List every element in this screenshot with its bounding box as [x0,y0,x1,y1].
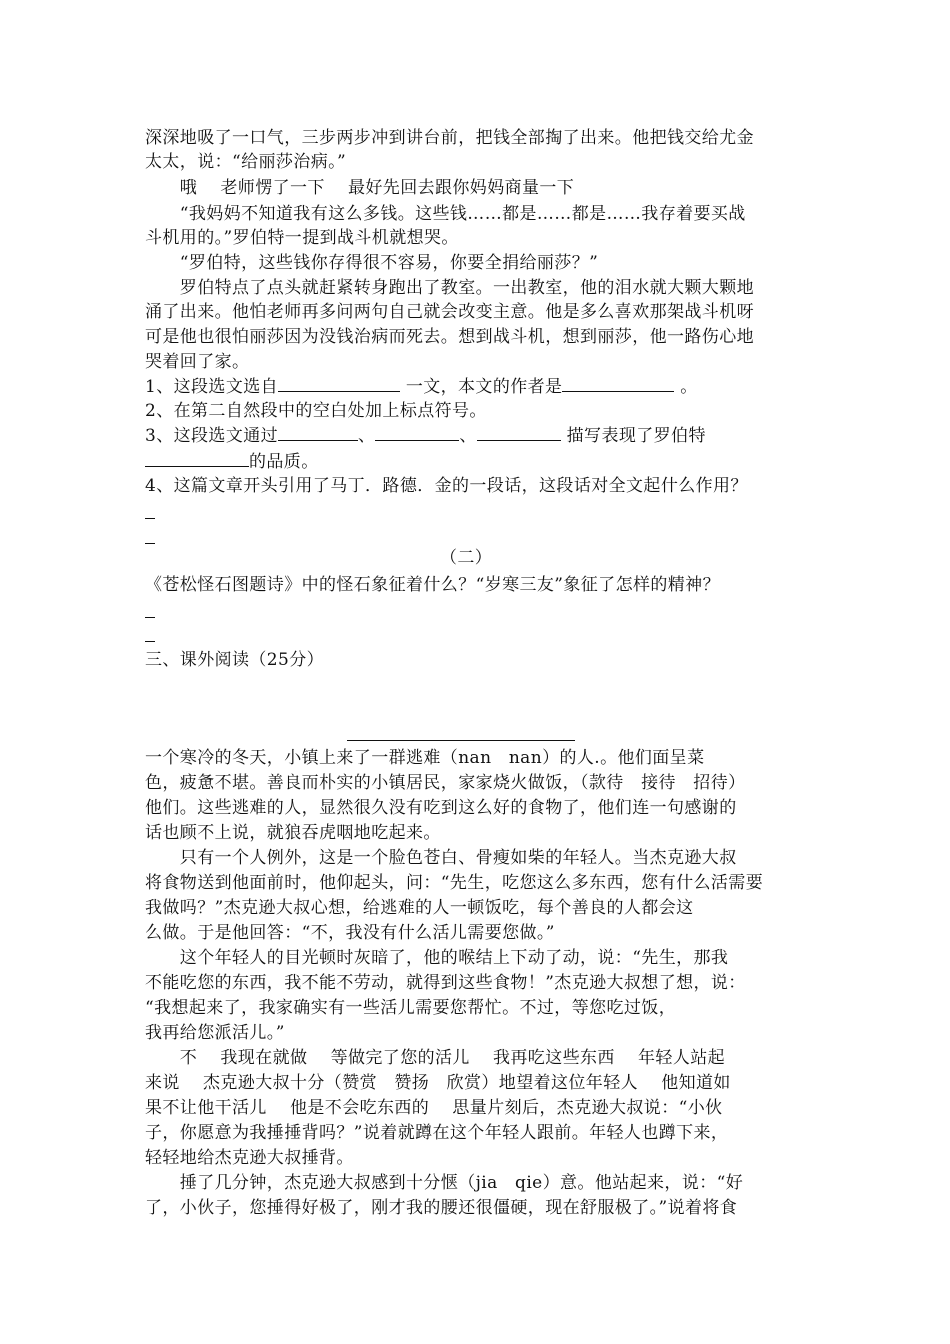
passage2-line: 一个寒冷的冬天，小镇上来了一群逃难（nan nan）的人.。他们面呈菜 [145,748,705,768]
question-3-end: 的品质。 [249,452,319,472]
passage2-line: 我再给您派活儿。” [145,1023,285,1043]
passage1-line: 斗机用的。”罗伯特一提到战斗机就想哭。 [145,228,459,248]
answer-blank[interactable] [278,424,358,441]
answer-blank[interactable] [562,375,674,392]
answer-blank[interactable] [278,375,400,392]
passage2-line: 不 我现在就做 等做完了您的活儿 我再吃这些东西 年轻人站起 [145,1048,726,1068]
passage2-line: 他们。这些逃难的人，显然很久没有吃到这么好的食物了，他们连一句感谢的 [145,798,737,818]
question-3 [145,424,815,448]
passage2-line: 了，小伙子，您捶得好极了，刚才我的腰还很僵硬，现在舒服极了。”说着将食 [145,1198,738,1218]
question-1-end: 。 [680,377,698,397]
passage1-line: 深深地吸了一口气，三步两步冲到讲台前，把钱全部掏了出来。他把钱交给尤金 [145,128,754,148]
answer-line[interactable] [145,617,155,618]
passage2-line: 话也顾不上说，就狼吞虎咽地吃起来。 [145,823,441,843]
passage1-line: 可是他也很怕丽莎因为没钱治病而死去。想到战斗机，想到丽莎，他一路伤心地 [145,327,754,347]
passage1-line: 太太，说：“给丽莎治病。” [145,152,347,172]
question-1-prefix: 1、这段选文选自 [145,377,279,397]
passage2-line: 我做吗？”杰克逊大叔心想，给逃难的人一顿饭吃，每个善良的人都会这 [145,898,694,918]
question-3-continued [145,450,815,474]
answer-line[interactable] [145,543,155,544]
passage2-line: 来说 杰克逊大叔十分（赞赏 赞扬 欣赏）地望着这位年轻人 他知道如 [145,1073,731,1093]
section-2-question: 《苍松怪石图题诗》中的怪石象征着什么？“岁寒三友”象征了怎样的精神？ [145,575,720,595]
passage1-line: 罗伯特点了点头就赶紧转身跑出了教室。一出教室，他的泪水就大颗大颗地 [145,278,754,298]
question-4: 4、这篇文章开头引用了马丁．路德．金的一段话，这段话对全文起什么作用？ [145,476,748,496]
passage2-line: “我想起来了，我家确实有一些活儿需要您帮忙。不过，等您吃过饭， [145,998,677,1018]
passage2-line: 果不让他干活儿 他是不会吃东西的 思量片刻后，杰克逊大叔说：“小伙 [145,1098,723,1118]
question-3-separator: 、 [459,426,477,446]
passage1-line: 哭着回了家。 [145,352,250,372]
passage2-line: 捶了几分钟，杰克逊大叔感到十分惬（jia qie）意。他站起来，说：“好 [145,1173,744,1193]
passage1-line: “罗伯特，这些钱你存得很不容易，你要全捐给丽莎？” [145,253,599,273]
passage2-line: 只有一个人例外，这是一个脸色苍白、骨瘦如柴的年轻人。当杰克逊大叔 [145,848,737,868]
question-1 [145,375,815,399]
passage2-line: 轻轻地给杰克逊大叔捶背。 [145,1148,354,1168]
question-3-prefix: 3、这段选文通过 [145,426,279,446]
answer-blank[interactable] [375,424,459,441]
section-2-heading: （二） [440,548,493,568]
question-3-separator: 、 [358,426,376,446]
passage1-line: “我妈妈不知道我有这么多钱。这些钱……都是……都是……我存着要买战 [145,204,746,224]
question-2: 2、在第二自然段中的空白处加上标点符号。 [145,401,487,421]
answer-line[interactable] [145,518,155,519]
question-1-middle: 一文，本文的作者是 [405,377,563,397]
answer-line[interactable] [145,641,155,642]
answer-blank[interactable] [145,450,249,467]
passage2-line: 将食物送到他面前时，他仰起头，问：“先生，吃您这么多东西，您有什么活需要 [145,873,764,893]
passage2-line: 这个年轻人的目光顿时灰暗了，他的喉结上下动了动，说：“先生，那我 [145,948,729,968]
answer-blank[interactable] [477,424,561,441]
passage2-line: 子，你愿意为我捶捶背吗？”说着就蹲在这个年轻人跟前。年轻人也蹲下来， [145,1123,729,1143]
section-3-heading: 三、课外阅读（25分） [145,650,325,670]
passage2-line: 不能吃您的东西，我不能不劳动，就得到这些食物！”杰克逊大叔想了想，说： [145,973,746,993]
passage1-line: 哦 老师愣了一下 最好先回去跟你妈妈商量一下 [145,178,575,198]
title-blank[interactable] [347,740,575,741]
question-3-middle: 描写表现了罗伯特 [566,426,706,446]
passage2-line: 么做。于是他回答：“不，我没有什么活儿需要您做。” [145,923,555,943]
passage1-line: 涌了出来。他怕老师再多问两句自己就会改变主意。他是多么喜欢那架战斗机呀 [145,302,754,322]
passage2-line: 色，疲惫不堪。善良而朴实的小镇居民，家家烧火做饭，（款待 接待 招待） [145,773,746,793]
